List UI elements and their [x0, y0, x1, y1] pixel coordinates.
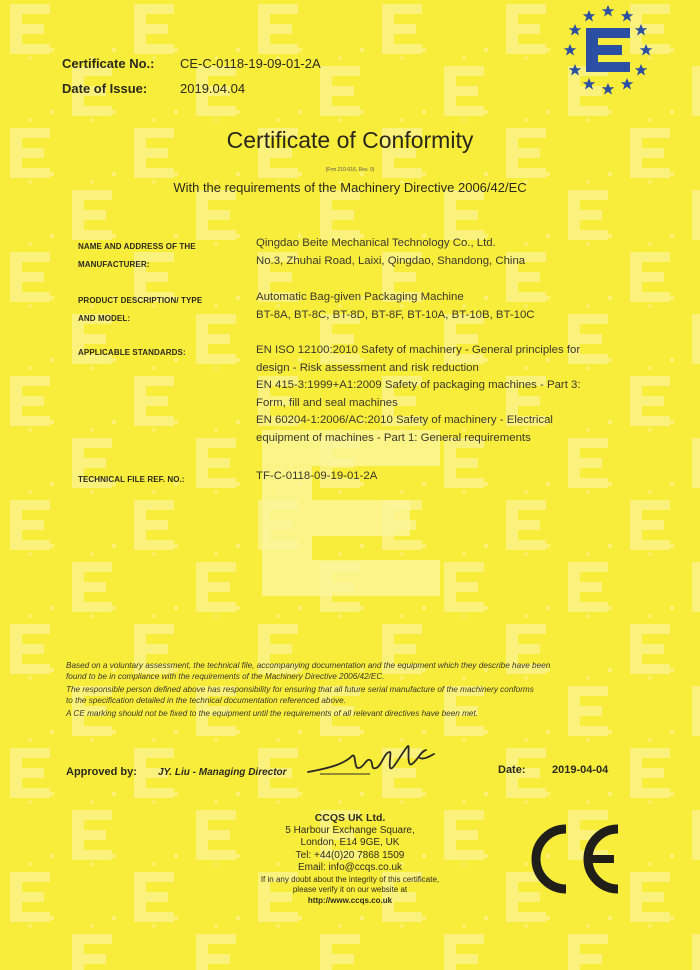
standard-line: Form, fill and seal machines: [256, 396, 398, 409]
manufacturer-label-line: MANUFACTURER:: [78, 260, 150, 269]
technical-file-value: TF-C-0118-09-19-01-2A: [256, 470, 378, 482]
product-label-line: AND MODEL:: [78, 314, 131, 323]
directive-subtitle: With the requirements of the Machinery Directive 2006/42/EC: [173, 180, 527, 195]
manufacturer-value: [256, 235, 525, 270]
issuer-block: [230, 812, 470, 907]
product-label: [78, 292, 202, 328]
product-models: BT-8A, BT-8C, BT-8D, BT-8F, BT-10A, BT-10B, BT-10C: [256, 308, 535, 321]
issuer-email: Email: info@ccqs.co.uk: [297, 862, 403, 873]
fine-print-line: to the specification detailed in the technical documentation referenced above.: [66, 695, 346, 705]
date-label: Date:: [498, 764, 526, 776]
issuer-name: CCQS UK Ltd.: [314, 812, 386, 824]
fine-print-line: A CE marking should not be fixed to the equipment until the requirements of all relevant directives have been met.: [66, 709, 479, 718]
technical-file-label: TECHNICAL FILE REF. NO.:: [78, 475, 185, 484]
standard-line: equipment of machines - Part 1: General requirements: [256, 431, 531, 444]
ce-mark-icon: [522, 823, 624, 895]
issuer-address-line: London, E14 9GE, UK: [300, 837, 400, 848]
manufacturer-name: Qingdao Beite Mechanical Technology Co., Ltd.: [256, 237, 496, 249]
fine-print: [66, 661, 550, 720]
certificate-no-label: Certificate No.:: [62, 56, 155, 71]
product-description: Automatic Bag-given Packaging Machine: [256, 291, 464, 303]
fine-print-line: Based on a voluntary assessment, the technical file, accompanying documentation and the equipment which they describe have been: [66, 661, 551, 670]
ccqs-logo-icon: [560, 2, 656, 98]
issuer-address-line: 5 Harbour Exchange Square,: [285, 824, 415, 836]
product-label-line: PRODUCT DESCRIPTION/ TYPE: [78, 296, 203, 305]
manufacturer-label-line: NAME AND ADDRESS OF THE: [78, 242, 196, 251]
standard-line: EN 415-3:1999+A1:2009 Safety of packaging machines - Part 3:: [256, 379, 581, 391]
standard-line: design - Risk assessment and risk reduction: [256, 361, 479, 374]
date-of-issue-value: 2019.04.04: [180, 81, 246, 96]
certificate-title: Certificate of Conformity: [226, 127, 474, 153]
manufacturer-address: No.3, Zhuhai Road, Laixi, Qingdao, Shandong, China: [256, 254, 526, 267]
fine-print-line: found to be in compliance with the requirements of the Machinery Directive 2006/42/EC.: [66, 671, 385, 681]
issuer-website-link[interactable]: http://www.ccqs.co.uk: [307, 895, 393, 905]
verify-note-line: please verify it on our website at: [292, 884, 408, 894]
fine-print-line: The responsible person defined above has responsibility for ensuring that all future serial manufacture of the machinery conforms: [66, 685, 534, 694]
date-of-issue-label: Date of Issue:: [62, 81, 148, 96]
issuer-phone: Tel: +44(0)20 7868 1509: [295, 849, 405, 861]
standards-label: APPLICABLE STANDARDS:: [78, 348, 186, 357]
manufacturer-label: [78, 238, 196, 274]
standards-value: [256, 342, 581, 447]
verify-note-line: If in any doubt about the integrity of this certificate,: [260, 874, 440, 884]
approval-date: 2019-04-04: [552, 764, 609, 776]
approved-by-label: Approved by:: [66, 766, 137, 778]
signature-icon: [300, 738, 460, 786]
approver-name: JY. Liu - Managing Director: [158, 767, 287, 778]
form-reference: (Frm 210-016, Rev. 0): [325, 167, 375, 173]
product-value: [256, 289, 535, 324]
certificate-no-value: CE-C-0118-19-09-01-2A: [180, 56, 321, 71]
standard-line: EN ISO 12100:2010 Safety of machinery - General principles for: [256, 344, 581, 356]
standard-line: EN 60204-1:2006/AC:2010 Safety of machinery - Electrical: [256, 414, 553, 426]
